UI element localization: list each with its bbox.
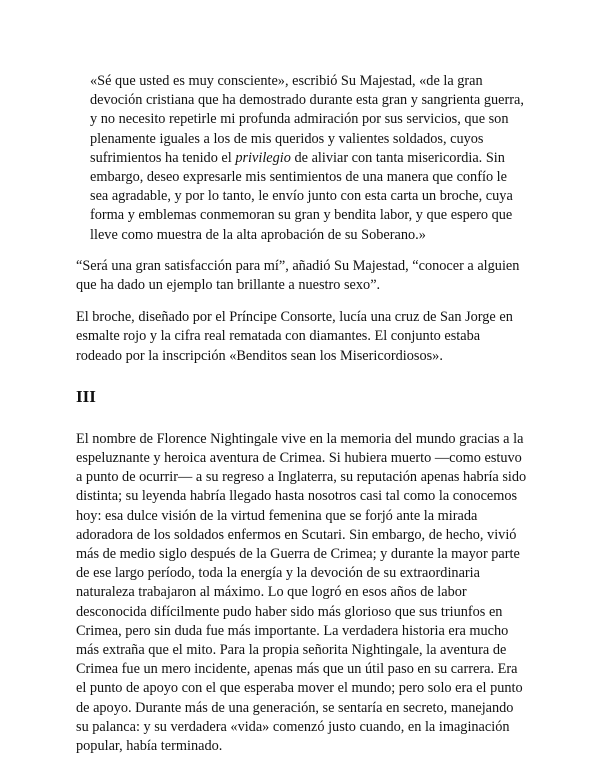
italic-word: privilegio [235, 149, 291, 166]
section-heading: III [76, 386, 96, 406]
section-body-paragraph: El nombre de Florence Nightingale vive en la memoria del mundo gracias a la espeluznante y heroica aventura de Crimea. Si hubiera muerto —como estuvo a punto de ocurrir— a su regreso a Inglaterra, su reputación apenas habría sido distinta; su leyenda habría llegado hasta nosotros casi tal como la conocemos hoy: esa dulce visión de la virtud femenina que se forjó ante la mirada adoradora de los soldados enfermos en Scutari. Sin embargo, de hecho, vivió más de medio siglo después de la Guerra de Crimea; y durante la mayor parte de ese largo período, toda la energía y la devoción de su extraordinaria naturaleza trabajaron al máximo. Lo que logró en esos años de labor desconocida difícilmente pudo haber sido más glorioso que sus triunfos en Crimea, pero sin duda fue más importante. La verdadera historia era mucho más extraña que el mito. Para la propia señorita Nightingale, la aventura de Crimea fue un mero incidente, apenas más que un útil paso en su carrera. Era el punto de apoyo con el que esperaba mover el mundo; pero solo era el punto de apoyo. Durante más de una generación, se sentaría en secreto, manejando su palanca: y su verdadera «vida» comenzó justo cuando, en la imaginación popular, había terminado. [76, 430, 527, 755]
majesty-remark-paragraph: “Será una gran satisfacción para mí”, añadió Su Majestad, “conocer a alguien que ha dado un ejemplo tan brillante a nuestro sexo”. [76, 257, 520, 294]
letter-quote-paragraph [90, 72, 528, 245]
brooch-paragraph: El broche, diseñado por el Príncipe Consorte, lucía una cruz de San Jorge en esmalte rojo y la cifra real rematada con diamantes. El conjunto estaba rodeado por la inscripción «Benditos sean los Misericordiosos». [76, 309, 513, 364]
quote-text-end: de aliviar con tanta misericordia. Sin embargo, deseo expresarle mis sentimientos de una manera que confío le sea agradable, y por lo tanto, le envío junto con esta carta un broche, cuya forma y emblemas conmemoran su gran y bendita labor, y que espero que lleve como muestra de la alta aprobación de su Soberano.» [90, 149, 513, 243]
quote-text-start: «Sé que usted es muy consciente», escribió Su Majestad, «de la gran devoción cristiana que ha demostrado durante esta gran y sangrienta guerra, y no necesito repetirle mi profunda admiración por sus servicios, que son plenamente iguales a los de mis queridos y valientes soldados, cuyos sufrimientos ha tenido el [90, 73, 524, 166]
